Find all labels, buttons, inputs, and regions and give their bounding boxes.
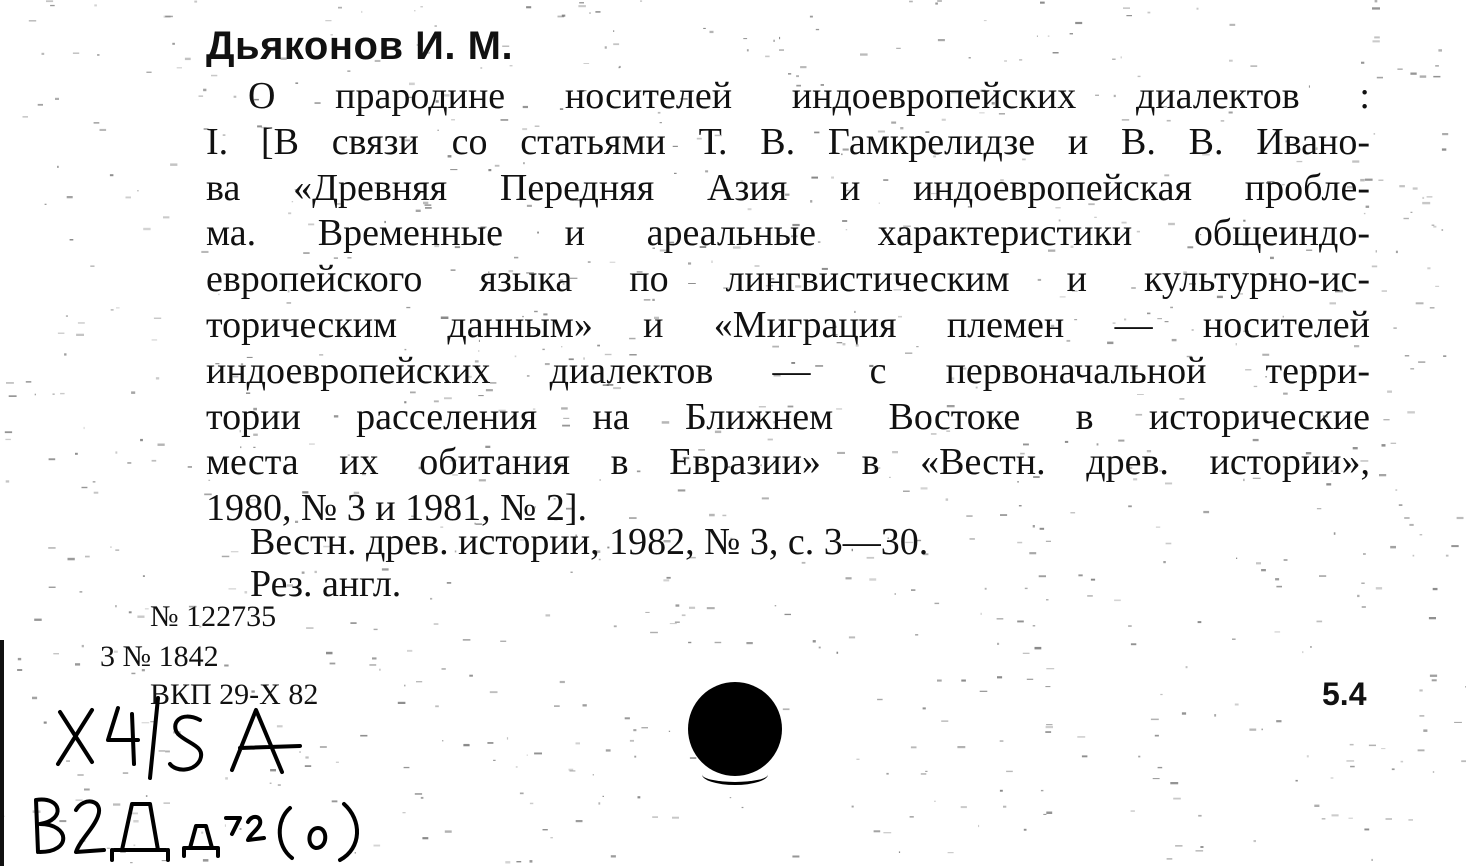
- text-line: ва «Древняя Передняя Азия и индоевропейская пробле-: [206, 166, 1370, 209]
- classification-code: 5.4: [1322, 676, 1367, 712]
- text-line: места их обитания в Евразии» в «Вестн. древ. истории»,: [206, 441, 1370, 484]
- record-number: № 122735: [150, 600, 277, 633]
- punch-hole: [688, 682, 782, 776]
- title-description: [206, 74, 1370, 532]
- author-name: Дьяконов И. М.: [206, 24, 514, 68]
- text-line: тории расселения на Ближнем Востоке в исторические: [206, 395, 1370, 438]
- handwriting-line-1: [58, 698, 300, 778]
- text-line: торическим данным» и «Миграция племен — носителей: [206, 303, 1370, 346]
- handwriting-line-2: [36, 800, 357, 860]
- summary-note: Рез. англ.: [250, 563, 402, 605]
- text-line: 1980, № 3 и 1981, № 2].: [206, 487, 588, 530]
- text-line: европейского языка по лингвистическим и культурно-ис-: [206, 258, 1370, 301]
- journal-number: 3 № 1842: [100, 640, 219, 673]
- text-line: индоевропейских диалектов — с первоначальной терри-: [206, 349, 1370, 392]
- punch-hole-shadow: [702, 764, 768, 785]
- text-line: О прародине носителей индоевропейских диалектов :: [248, 75, 1370, 117]
- handwritten-shelfmark: [0, 680, 520, 866]
- text-line: ма. Временные и ареальные характеристики общеиндо-: [206, 212, 1370, 255]
- source-citation: Вестн. древ. истории, 1982, № 3, с. 3—30.: [250, 521, 929, 563]
- text-line: I. [В связи со статьями Т. В. Гамкрелидзе и В. В. Ивано-: [206, 120, 1370, 163]
- registry-number: ВКП 29-Х 82: [150, 678, 319, 711]
